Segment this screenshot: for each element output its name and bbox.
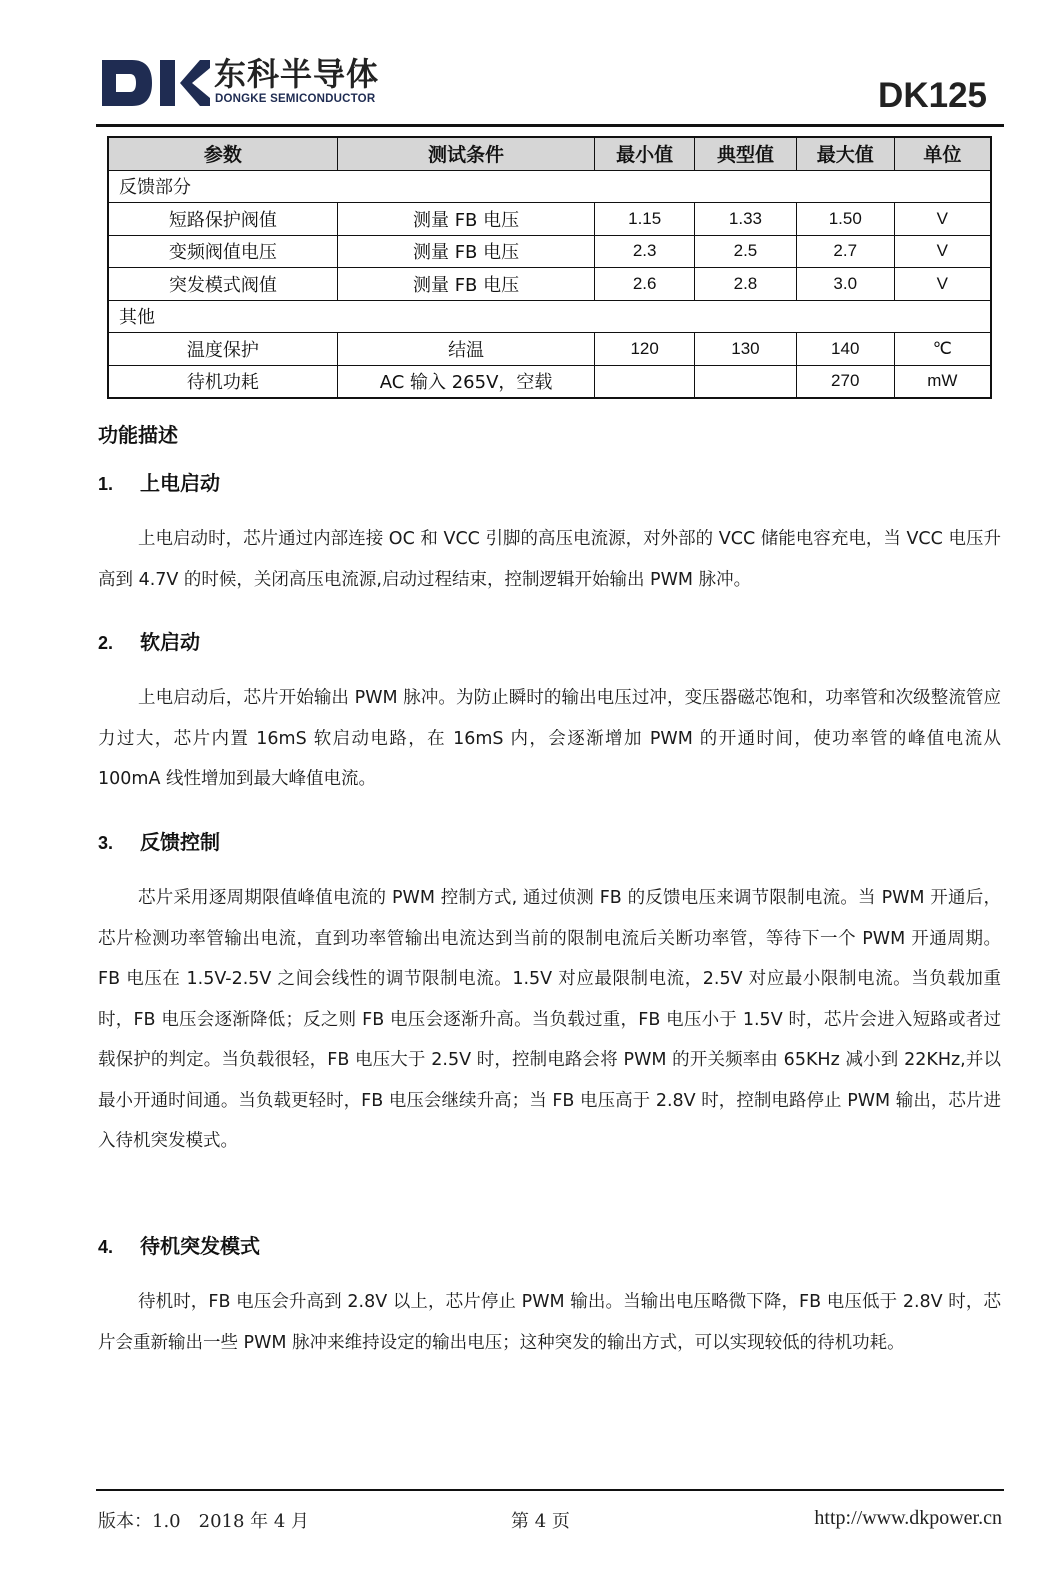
unit-cell: V — [894, 203, 991, 236]
company-logo-icon — [102, 60, 210, 106]
table-row — [108, 365, 991, 398]
min-cell: 1.15 — [595, 203, 695, 236]
param-cell: 温度保护 — [108, 333, 337, 366]
footer-divider — [96, 1489, 1004, 1491]
max-cell: 140 — [796, 333, 894, 366]
table-row — [108, 268, 991, 301]
typ-cell — [695, 365, 797, 398]
column-header: 最大值 — [796, 137, 894, 170]
logo-english-name: DONGKE SEMICONDUCTOR — [215, 93, 376, 105]
table-section-row — [108, 170, 991, 203]
section-paragraph: 待机时，FB 电压会升高到 2.8V 以上，芯片停止 PWM 输出。当输出电压略微下降，FB 电压低于 2.8V 时，芯片会重新输出一些 PWM 脉冲来维持设定的输出电压；这种突发的输出方式，可以实现较低的待机功耗。 — [98, 1292, 1001, 1353]
condition-cell: 测量 FB 电压 — [337, 268, 594, 301]
column-header: 参数 — [108, 137, 337, 170]
section-title: 反馈控制 — [140, 830, 220, 854]
section-title: 软启动 — [140, 630, 200, 654]
max-cell: 2.7 — [796, 235, 894, 268]
section-heading — [98, 626, 200, 655]
condition-cell: AC 输入 265V，空载 — [337, 365, 594, 398]
condition-cell: 结温 — [337, 333, 594, 366]
website-url: http://www.dkpower.cn — [814, 1507, 1002, 1529]
min-cell — [595, 365, 695, 398]
section-number: 1. — [98, 474, 114, 494]
column-header: 最小值 — [595, 137, 695, 170]
section-heading — [98, 467, 220, 496]
condition-cell: 测量 FB 电压 — [337, 235, 594, 268]
column-header: 测试条件 — [337, 137, 594, 170]
unit-cell: V — [894, 235, 991, 268]
page-number: 第 4 页 — [511, 1511, 570, 1532]
min-cell: 120 — [595, 333, 695, 366]
min-cell: 2.3 — [595, 235, 695, 268]
document-model-number: DK125 — [878, 76, 987, 115]
max-cell: 3.0 — [796, 268, 894, 301]
section-heading — [98, 826, 220, 855]
unit-cell: mW — [894, 365, 991, 398]
section-paragraph: 上电启动后，芯片开始输出 PWM 脉冲。为防止瞬时的输出电压过冲，变压器磁芯饱和，功率管和次级整流管应力过大，芯片内置 16mS 软启动电路，在 16mS 内，会逐渐增加 PWM 的开通时间，使功率管的峰值电流从 100mA 线性增加到最大峰值电流。 — [98, 688, 1001, 789]
section-number: 2. — [98, 633, 114, 653]
table-row — [108, 333, 991, 366]
logo-chinese-name: 东科半导体 — [214, 55, 380, 93]
param-cell: 短路保护阀值 — [108, 203, 337, 236]
header-divider — [96, 124, 1004, 127]
unit-cell: V — [894, 268, 991, 301]
section-title: 待机突发模式 — [140, 1234, 260, 1258]
typ-cell: 130 — [695, 333, 797, 366]
table-section-row — [108, 300, 991, 333]
section-heading — [98, 1230, 260, 1259]
section-title: 上电启动 — [140, 471, 220, 495]
max-cell: 1.50 — [796, 203, 894, 236]
section-title: 反馈部分 — [108, 170, 991, 203]
table-header-row — [108, 137, 991, 170]
section-number: 4. — [98, 1237, 114, 1257]
typ-cell: 1.33 — [695, 203, 797, 236]
section-paragraph: 上电启动时，芯片通过内部连接 OC 和 VCC 引脚的高压电流源，对外部的 VCC 储能电容充电，当 VCC 电压升高到 4.7V 的时候，关闭高压电流源,启动过程结束，控制逻辑开始输出 PWM 脉冲。 — [98, 529, 1001, 590]
typ-cell: 2.5 — [695, 235, 797, 268]
function-description-heading: 功能描述 — [98, 423, 178, 447]
condition-cell: 测量 FB 电压 — [337, 203, 594, 236]
param-cell: 变频阀值电压 — [108, 235, 337, 268]
typ-cell: 2.8 — [695, 268, 797, 301]
param-cell: 突发模式阀值 — [108, 268, 337, 301]
unit-cell: ℃ — [894, 333, 991, 366]
version-info: 版本：1.0 2018 年 4 月 — [98, 1511, 310, 1532]
electrical-characteristics-table — [107, 136, 992, 399]
section-number: 3. — [98, 833, 114, 853]
section-title: 其他 — [108, 300, 991, 333]
table-row — [108, 235, 991, 268]
column-header: 单位 — [894, 137, 991, 170]
min-cell: 2.6 — [595, 268, 695, 301]
max-cell: 270 — [796, 365, 894, 398]
param-cell: 待机功耗 — [108, 365, 337, 398]
column-header: 典型值 — [695, 137, 797, 170]
table-row — [108, 203, 991, 236]
section-paragraph: 芯片采用逐周期限值峰值电流的 PWM 控制方式, 通过侦测 FB 的反馈电压来调节限制电流。当 PWM 开通后，芯片检测功率管输出电流，直到功率管输出电流达到当前的限制电流后关断功率管，等待下一个 PWM 开通周期。 FB 电压在 1.5V-2.5V 之间会线性的调节限制电流。1.5V 对应最限制电流，2.5V 对应最小限制电流。当负载加重时，FB 电压会逐渐降低；反之则 FB 电压会逐渐升高。当负载过重，FB 电压小于 1.5V 时，芯片会进入短路或者过载保护的判定。当负载很轻，FB 电压大于 2.5V 时，控制电路会将 PWM 的开关频率由 65KHz 减小到 22KHz,并以最小开通时间通。当负载更轻时，FB 电压会继续升高；当 FB 电压高于 2.8V 时，控制电路停止 PWM 输出，芯片进入待机突发模式。 — [98, 888, 1001, 1151]
